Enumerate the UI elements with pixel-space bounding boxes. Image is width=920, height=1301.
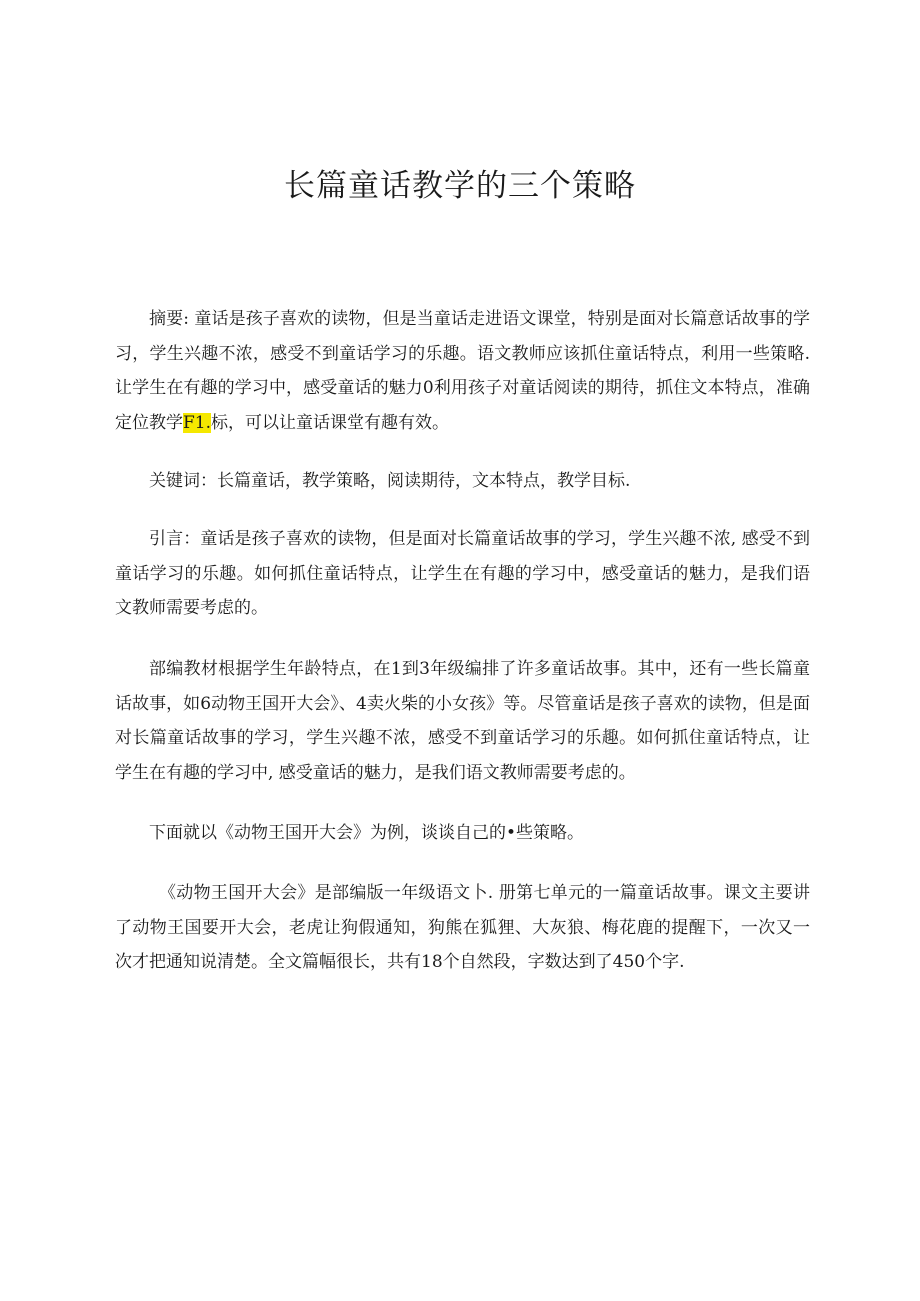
abstract-paragraph <box>115 302 810 440</box>
highlighted-text: F1. <box>183 412 212 433</box>
intro-paragraph: 引言：童话是孩子喜欢的读物，但是面对长篇童话故事的学习，学生兴趣不浓, 感受不到童话学习的乐趣。如何抓住童话特点，让学生在有趣的学习中，感受童话的魅力，是我们语文教师需要考虑的。 <box>115 529 810 618</box>
abstract-text-end: 标，可以让童话课堂有趣有效。 <box>211 412 450 433</box>
body-paragraph-3: 《动物王国开大会》是部编版一年级语文卜. 册第七单元的一篇童话故事。课文主要讲了动物王国要开大会，老虎让狗假通知，狗熊在狐狸、大灰狼、梅花鹿的提醒下，一次又一次才把通知说清楚。全文篇幅很长，共有18个自然段，字数达到了450个字. <box>115 883 810 972</box>
keywords-paragraph: 关键词：长篇童话，教学策略，阅读期待，文本特点，教学目标. <box>149 471 631 491</box>
body-paragraph-2: 下面就以《动物王国开大会》为例，谈谈自己的•些策略。 <box>149 823 585 843</box>
abstract-text: 摘要: 童话是孩子喜欢的读物，但是当童话走进语文课堂，特别是面对长篇意话故事的学习，学生兴趣不浓，感受不到童话学习的乐趣。语文教师应该抓住童话特点，利用一些策略. 让学生在有趣的学习中，感受童话的魅力0利用孩子对童话阅读的期待，抓住文本特点，准确定位教学 <box>115 309 810 433</box>
body-paragraph-1: 部编教材根据学生年龄特点，在1到3年级编排了许多童话故事。其中，还有一些长篇童话故事，如6动物王国开大会》、4卖火柴的小女孩》等。尽管童话是孩子喜欢的读物，但是面对长篇童话故事的学习，学生兴趣不浓，感受不到童话学习的乐趣。如何抓住童话特点，让学生在有趣的学习中, 感受童话的魅力，是我们语文教师需要考虑的。 <box>115 659 810 783</box>
document-title: 长篇童话教学的三个策略 <box>284 168 636 204</box>
